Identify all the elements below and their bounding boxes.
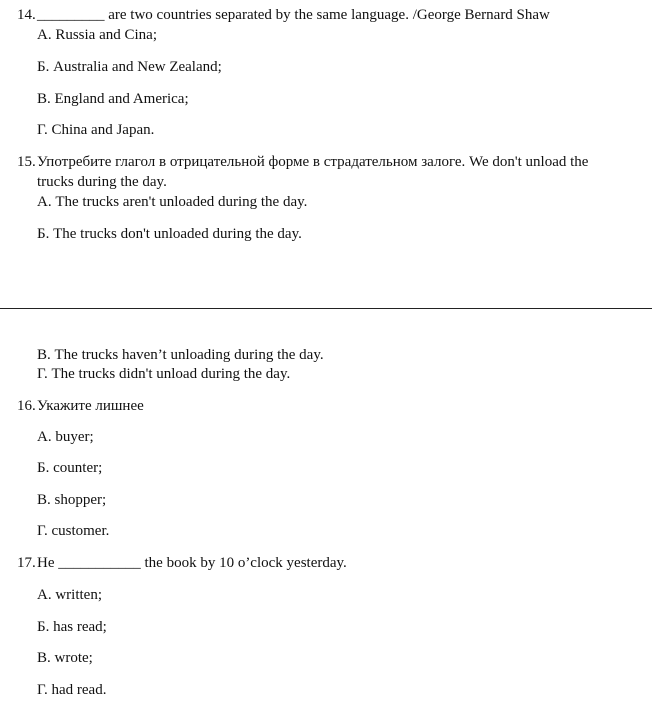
answer-option-a: А. Russia and Cina; xyxy=(37,27,157,43)
question-text-continued: trucks during the day. xyxy=(37,174,167,190)
question-text: He ___________ the book by 10 o’clock yesterday. xyxy=(37,555,347,571)
question-text: Укажите лишнее xyxy=(37,398,144,414)
answer-option-g: Г. had read. xyxy=(37,682,107,698)
question-number: 16. xyxy=(17,398,36,414)
answer-option-b: Б. Australia and New Zealand; xyxy=(37,59,222,75)
question-text: Употребите глагол в отрицательной форме в страдательном залоге. We don't unload the xyxy=(37,154,589,170)
answer-option-a: А. buyer; xyxy=(37,429,94,445)
page-break-divider xyxy=(0,308,652,309)
question-number: 17. xyxy=(17,555,36,571)
answer-option-b: Б. counter; xyxy=(37,460,103,476)
answer-option-g: Г. China and Japan. xyxy=(37,122,155,138)
answer-option-g: Г. customer. xyxy=(37,523,110,539)
answer-option-b: Б. The trucks don't unloaded during the day. xyxy=(37,226,302,242)
answer-option-v: В. The trucks haven’t unloading during the day. xyxy=(37,347,324,363)
answer-option-v: В. shopper; xyxy=(37,492,107,508)
answer-option-a: А. written; xyxy=(37,587,102,603)
answer-option-a: А. The trucks aren't unloaded during the day. xyxy=(37,194,308,210)
question-number: 14. xyxy=(17,7,36,23)
question-text: _________ are two countries separated by the same language. /George Bernard Shaw xyxy=(37,7,550,23)
answer-option-b: Б. has read; xyxy=(37,619,107,635)
answer-option-g: Г. The trucks didn't unload during the day. xyxy=(37,366,291,382)
answer-option-v: В. wrote; xyxy=(37,650,93,666)
question-number: 15. xyxy=(17,154,36,170)
answer-option-v: В. England and America; xyxy=(37,91,189,107)
